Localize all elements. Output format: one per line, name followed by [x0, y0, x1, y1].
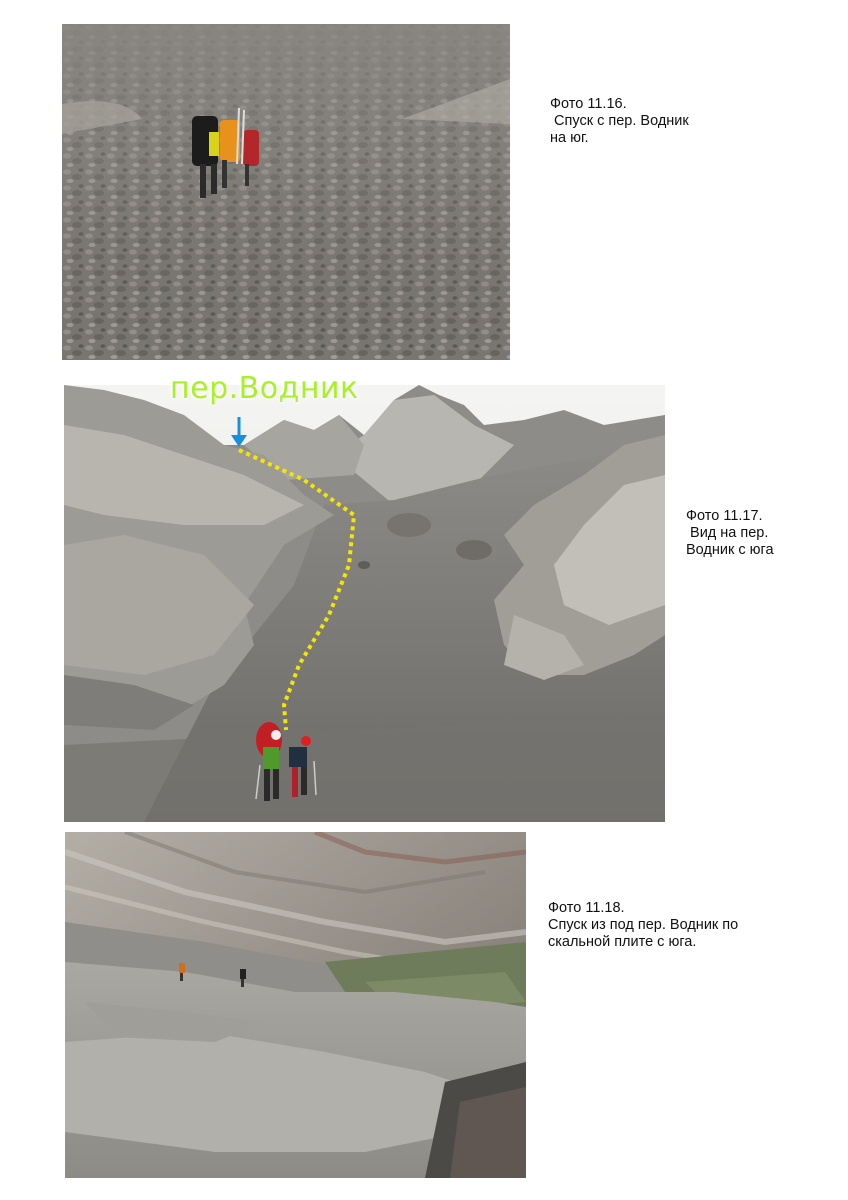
photo-caption-2 — [686, 508, 774, 559]
caption-line: Водник с юга — [686, 542, 774, 558]
caption-line: Фото 11.17. — [686, 508, 763, 524]
caption-line: Фото 11.18. — [548, 900, 625, 916]
pass-name-label: пер.Водник — [170, 371, 359, 406]
photo-rock-slab-descent — [65, 832, 526, 1178]
caption-line: Вид на пер. — [686, 525, 769, 541]
photo-caption-1 — [546, 96, 689, 147]
caption-line: Фото 11.16. — [546, 96, 627, 112]
caption-line: на юг. — [546, 130, 589, 146]
caption-line: Спуск из под пер. Водник по — [548, 917, 739, 933]
photo-scree-descent — [62, 24, 510, 360]
photo-caption-3 — [548, 900, 738, 951]
caption-line: скальной плите с юга. — [548, 934, 697, 950]
photo-pass-view — [64, 385, 665, 822]
caption-line: Спуск с пер. Водник — [546, 113, 689, 129]
